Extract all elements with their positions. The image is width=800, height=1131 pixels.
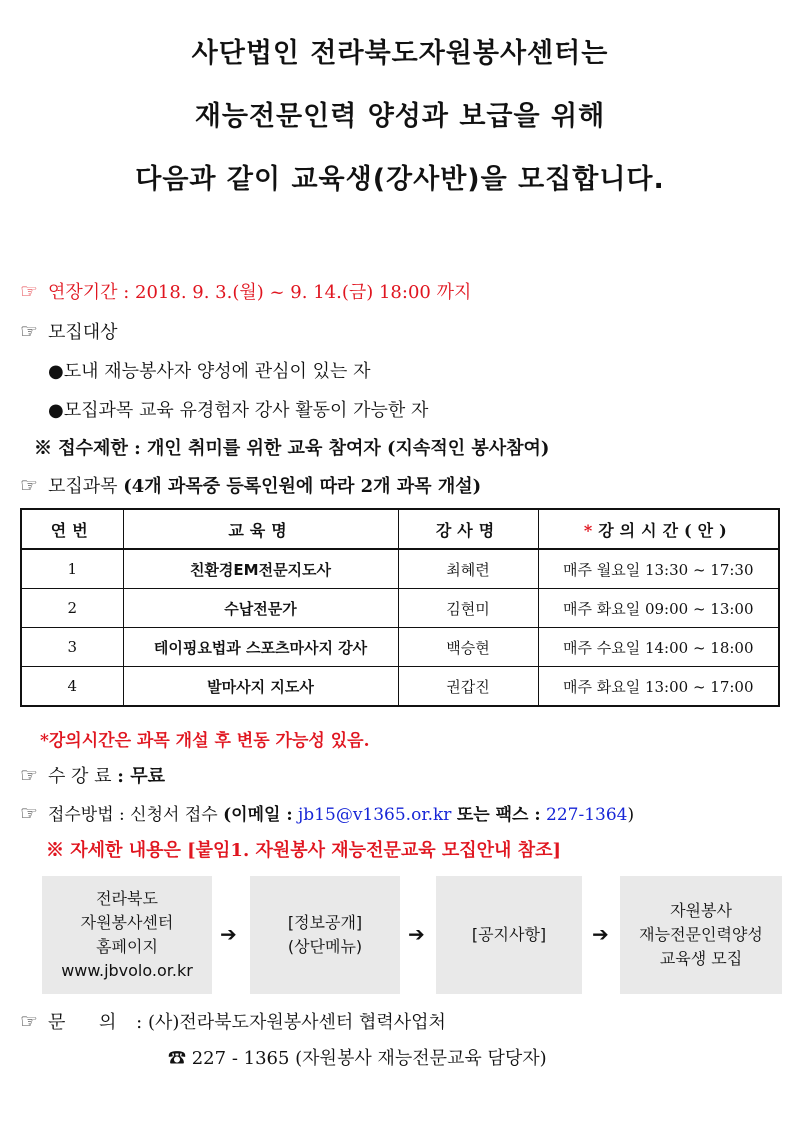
table-row (21, 549, 779, 589)
inquiry-label: 문 의 (47, 1012, 131, 1033)
pointing-hand-icon: ☞ (20, 319, 38, 343)
flow-step-homepage (42, 876, 212, 994)
extension-label: 연장기간 (47, 282, 118, 303)
extension-row (20, 278, 471, 304)
row-no: 1 (21, 549, 123, 589)
pointing-hand-icon: ☞ (20, 763, 38, 787)
row-instructor: 권갑진 (398, 667, 538, 707)
flow-step-text: 전라북도 (96, 889, 158, 908)
schedule-footnote: *강의시간은 과목 개설 후 변동 가능성 있음. (40, 731, 370, 751)
row-no: 4 (21, 667, 123, 707)
target-item-2 (48, 396, 428, 422)
fee-value: : 무료 (117, 766, 165, 787)
apply-value: : 신청서 접수 (119, 805, 218, 825)
row-instructor: 최혜련 (398, 549, 538, 589)
course-table-wrap (20, 508, 780, 707)
pointing-hand-icon: ☞ (20, 279, 38, 303)
arrow-right-icon: ➔ (408, 922, 425, 946)
row-instructor: 김현미 (398, 589, 538, 628)
flow-step-text: [정보공개] (287, 913, 363, 932)
flow-step-text: (상단메뉴) (287, 937, 363, 956)
header-schedule-text: 강의시간(안) (598, 520, 733, 540)
fee-row (20, 762, 165, 788)
row-instructor: 백승현 (398, 628, 538, 667)
pointing-hand-icon: ☞ (20, 801, 38, 825)
courses-row (20, 472, 481, 498)
apply-email-label: (이메일 : (223, 805, 293, 825)
restriction-label: 접수제한 (58, 438, 128, 459)
table-row (21, 589, 779, 628)
phone-row (168, 1044, 547, 1070)
course-table (20, 508, 780, 707)
flow-step-recruitment (620, 876, 782, 994)
row-schedule: 매주 월요일 13:30 ~ 17:30 (538, 549, 779, 589)
target-item-text: 도내 재능봉사자 양성에 관심이 있는 자 (63, 361, 371, 382)
courses-note: (4개 과목중 등록인원에 따라 2개 과목 개설) (123, 476, 482, 497)
row-name: 발마사지 지도사 (123, 667, 398, 707)
flow-step-text: 자원봉사 (670, 901, 732, 920)
row-name: 수납전문가 (123, 589, 398, 628)
flow-step-text: 자원봉사센터 (80, 913, 174, 932)
flow-step-text: 재능전문인력양성 (639, 925, 763, 944)
header-no: 연번 (21, 509, 123, 549)
row-no: 3 (21, 628, 123, 667)
row-schedule: 매주 화요일 13:00 ~ 17:00 (538, 667, 779, 707)
bullet-icon: ● (48, 400, 64, 421)
header-name: 교육명 (123, 509, 398, 549)
phone-icon: ☎ (168, 1048, 186, 1069)
table-row (21, 667, 779, 707)
reference-mark-icon: ※ (34, 438, 52, 459)
flow-step-url[interactable]: www.jbvolo.or.kr (61, 961, 193, 980)
restriction-row (34, 434, 549, 460)
flow-step-text: 교육생 모집 (659, 949, 743, 968)
pointing-hand-icon: ☞ (20, 1009, 38, 1033)
row-name: 테이핑요법과 스포츠마사지 강사 (123, 628, 398, 667)
row-schedule: 매주 화요일 09:00 ~ 13:00 (538, 589, 779, 628)
bullet-icon: ● (48, 361, 64, 382)
extension-value: : 2018. 9. 3.(월) ~ 9. 14.(금) 18:00 까지 (123, 282, 472, 303)
inquiry-value: : (사)전라북도자원봉사센터 협력사업처 (136, 1012, 446, 1033)
flow-step-notice (436, 876, 582, 994)
header-schedule (538, 509, 779, 549)
fee-label: 수 강 료 (47, 766, 112, 787)
title-line-1: 사단법인 전라북도자원봉사센터는 (191, 38, 609, 69)
row-schedule: 매주 수요일 14:00 ~ 18:00 (538, 628, 779, 667)
row-no: 2 (21, 589, 123, 628)
table-header-row (21, 509, 779, 549)
restriction-value: : 개인 취미를 위한 교육 참여자 (지속적인 봉사참여) (134, 438, 550, 459)
flow-step-info-disclosure (250, 876, 400, 994)
access-flow (42, 876, 782, 994)
arrow-right-icon: ➔ (592, 922, 609, 946)
apply-close: ) (627, 805, 635, 825)
title-line-3: 다음과 같이 교육생(강사반)을 모집합니다. (135, 164, 665, 195)
row-name: 친환경EM전문지도사 (123, 549, 398, 589)
apply-fax-label: 또는 팩스 : (456, 805, 541, 825)
apply-label: 접수방법 (47, 805, 114, 825)
pointing-hand-icon: ☞ (20, 473, 38, 497)
apply-email[interactable]: jb15@v1365.or.kr (298, 805, 452, 825)
flow-step-text: 홈페이지 (96, 937, 158, 956)
schedule-star: * (583, 520, 599, 540)
inquiry-row (20, 1008, 446, 1034)
target-row (20, 318, 118, 344)
courses-label: 모집과목 (47, 476, 118, 497)
title-line-2: 재능전문인력 양성과 보급을 위해 (194, 101, 606, 132)
arrow-right-icon: ➔ (220, 922, 237, 946)
apply-row (20, 800, 634, 825)
detail-note: ※ 자세한 내용은 [붙임1. 자원봉사 재능전문교육 모집안내 참조] (46, 840, 561, 861)
header-instructor: 강사명 (398, 509, 538, 549)
apply-fax: 227-1364 (546, 805, 628, 825)
target-label: 모집대상 (47, 322, 118, 343)
table-row (21, 628, 779, 667)
phone-text: 227 - 1365 (자원봉사 재능전문교육 담당자) (191, 1048, 547, 1069)
title-block (0, 22, 800, 211)
flow-step-text: [공지사항] (471, 925, 547, 944)
target-item-text: 모집과목 교육 유경험자 강사 활동이 가능한 자 (63, 400, 429, 421)
target-item-1 (48, 357, 371, 383)
